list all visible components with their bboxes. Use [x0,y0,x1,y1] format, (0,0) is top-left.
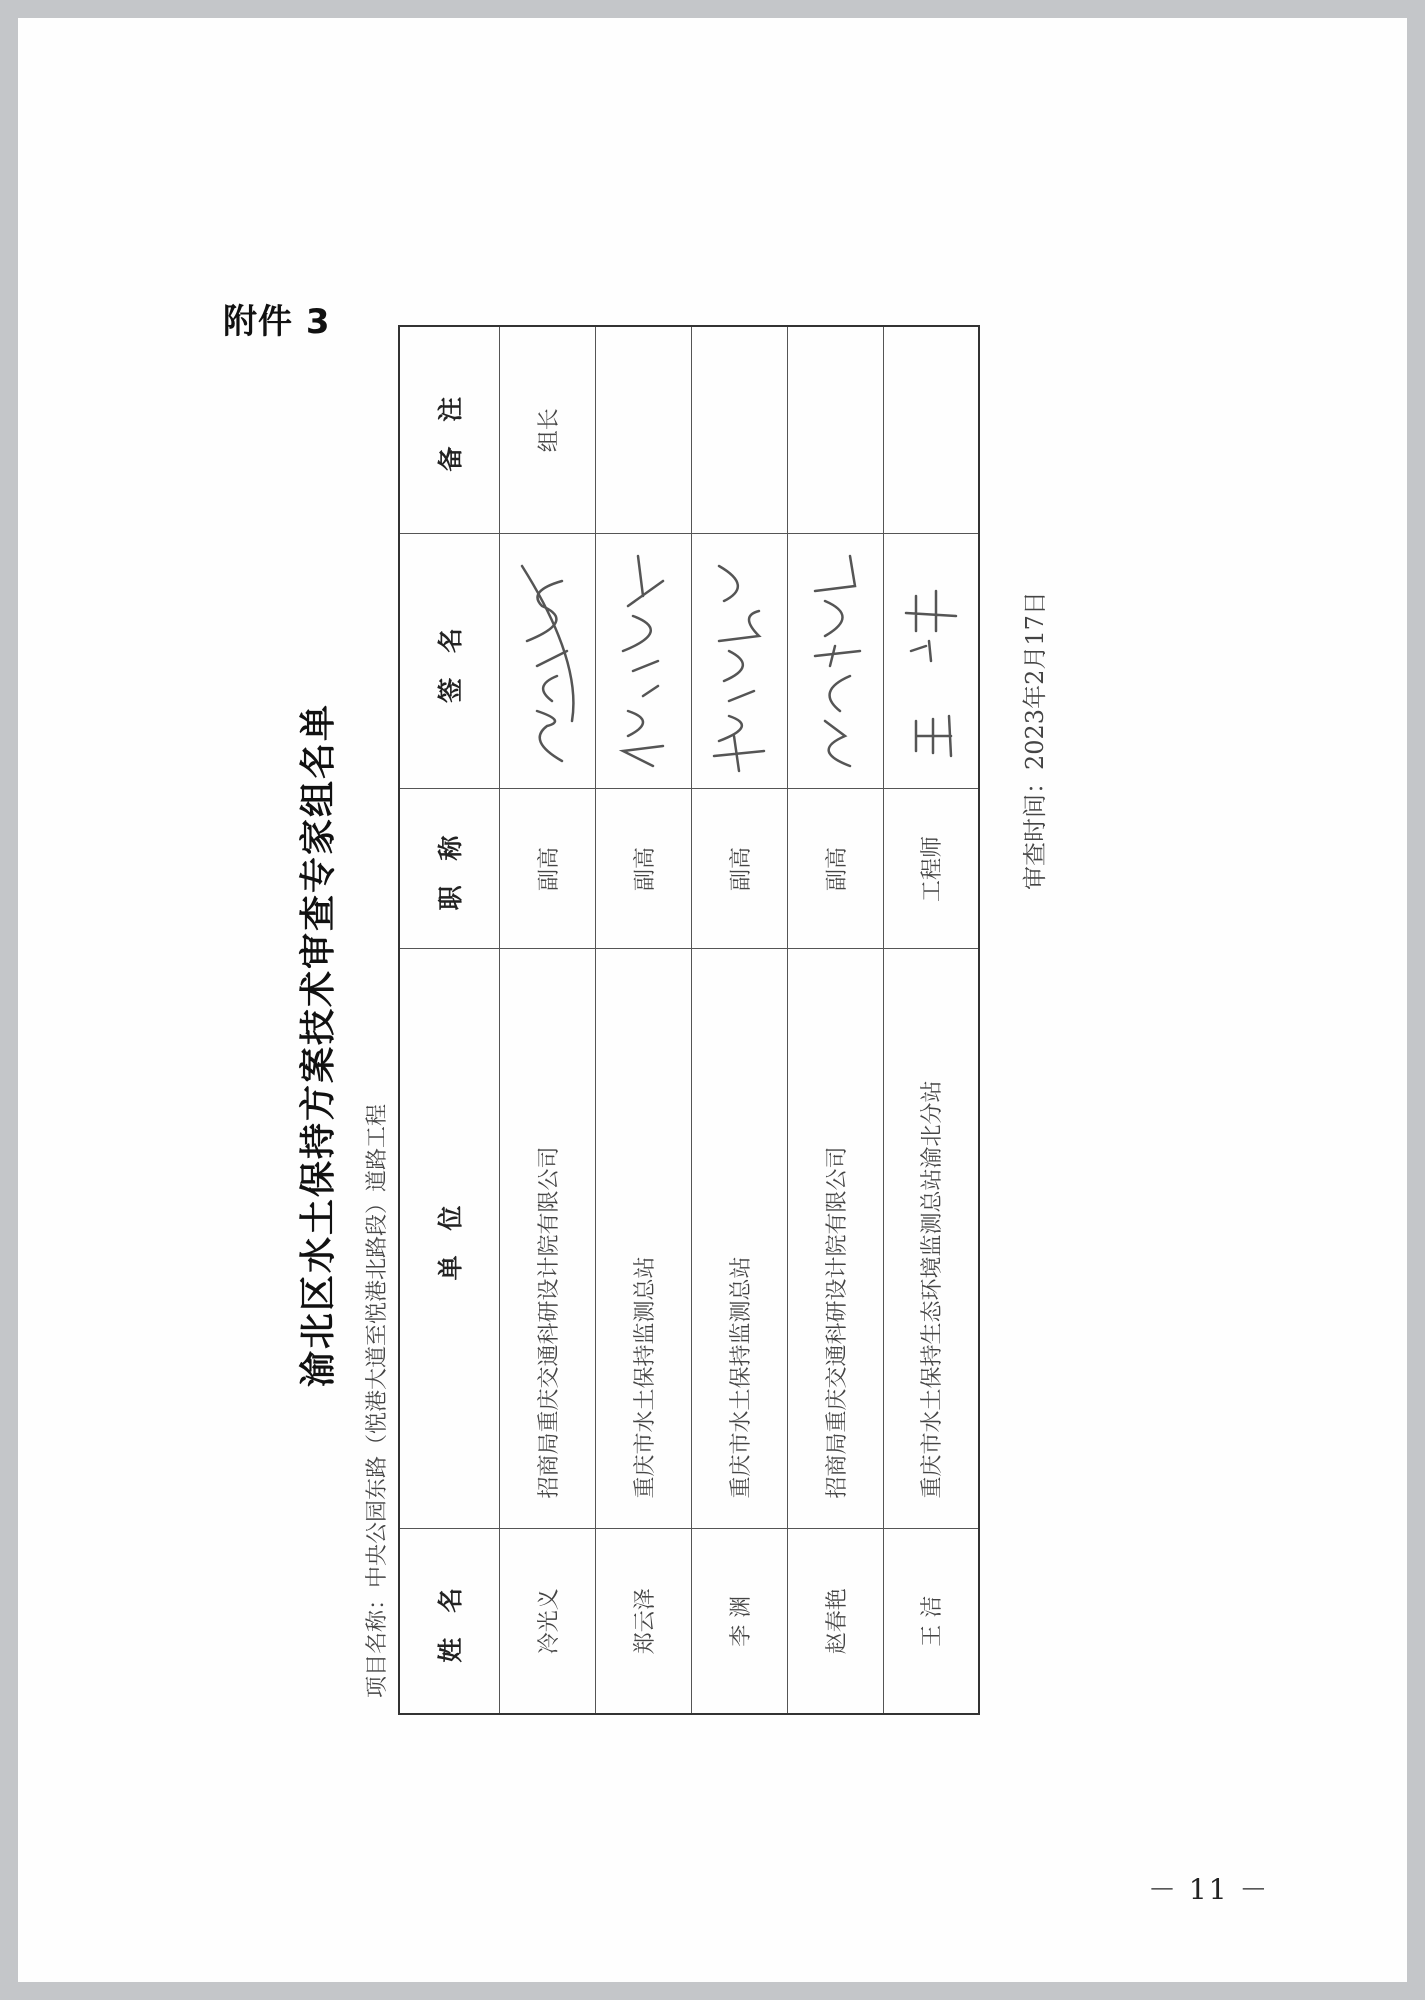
member-remark [883,326,979,534]
member-name: 王 洁 [883,1529,979,1714]
member-remark [595,326,691,534]
member-title: 副高 [595,789,691,949]
header-remark: 备 注 [399,326,499,534]
member-unit: 重庆市水土保持监测总站 [691,949,787,1529]
member-name: 冷光义 [499,1529,595,1714]
header-unit: 单 位 [399,949,499,1529]
header-signature: 签 名 [399,534,499,789]
member-remark [787,326,883,534]
rotated-form [270,340,1080,1750]
member-title: 副高 [499,789,595,949]
project-name: 中央公园东路（悦港大道至悦港北路段）道路工程 [365,1103,390,1588]
member-title: 副高 [787,789,883,949]
member-remark: 组长 [499,326,595,534]
review-date-label: 审查时间： [1021,770,1049,890]
member-unit: 招商局重庆交通科研设计院有限公司 [787,949,883,1529]
table-row [595,326,691,1714]
member-name: 郑云泽 [595,1529,691,1714]
member-title: 副高 [691,789,787,949]
review-date [1015,591,1050,890]
review-date-value: 2023年2月17日 [1021,591,1049,770]
table-row [883,326,979,1714]
signature-image [787,534,883,789]
table-row [691,326,787,1714]
project-row [360,1104,391,1698]
page-number: － 11 － [1148,1873,1270,1906]
handwritten-signature [891,542,971,782]
member-remark [691,326,787,534]
header-title: 职 称 [399,789,499,949]
signature-image [691,534,787,789]
expert-table [398,325,980,1715]
signature-image [595,534,691,789]
handwritten-signature [699,542,779,782]
handwritten-signature [603,542,683,782]
handwritten-signature [507,542,587,782]
table-header-row [399,326,499,1714]
table-row [787,326,883,1714]
table-row [499,326,595,1714]
member-name: 赵春艳 [787,1529,883,1714]
signature-image [883,534,979,789]
project-label: 项目名称： [365,1587,390,1698]
handwritten-signature [795,542,875,782]
member-unit: 重庆市水土保持监测总站 [595,949,691,1529]
form-title: 渝北区水土保持方案技术审查专家组名单 [297,703,339,1388]
member-unit: 重庆市水土保持生态环境监测总站渝北分站 [883,949,979,1529]
member-title: 工程师 [883,789,979,949]
signature-image [499,534,595,789]
attachment-label: 附件 3 [223,302,331,342]
member-name: 李 渊 [691,1529,787,1714]
header-name: 姓 名 [399,1529,499,1714]
member-unit: 招商局重庆交通科研设计院有限公司 [499,949,595,1529]
